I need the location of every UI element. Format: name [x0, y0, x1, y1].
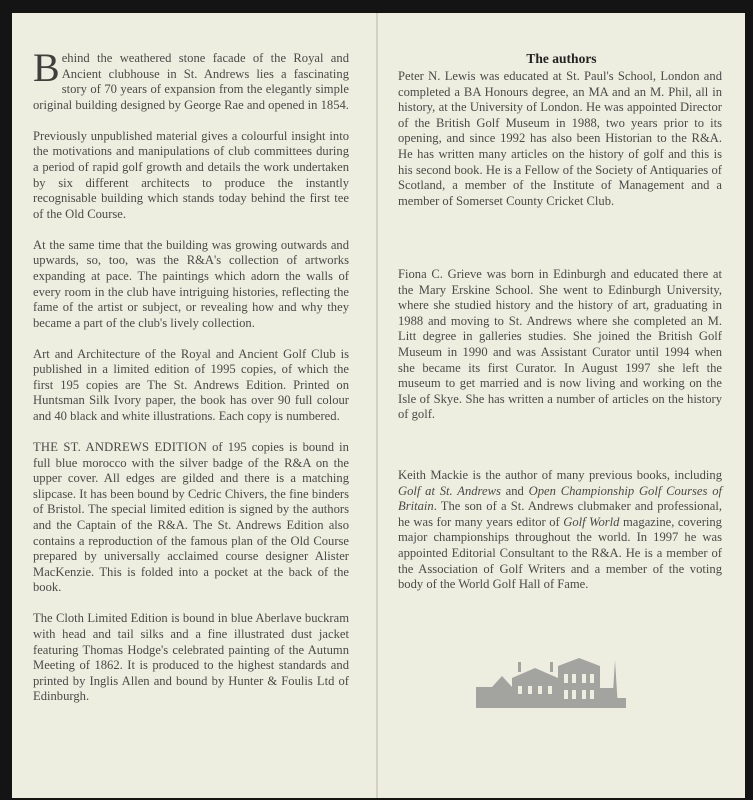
paragraph-st-andrews-edition: THE ST. ANDREWS EDITION of 195 copies is bound in full blue morocco with the silver badge of the R&A on the upper cover. All edges are gilded and there is a matching slipcase. It has been bound by Cedric Chivers, the fine binders of Bristol. The special limited edition is signed by the authors and the Captain of the R&A. The St. Andrews Edition also contains a reproduction of the famous plan of the Old Course prepared by universally acclaimed course designer Alister MacKenzie. This is folded into a pocket at the back of the book. — [33, 440, 349, 595]
paragraph-cloth-edition: The Cloth Limited Edition is bound in blue Aberlave buckram with head and tail silks and a fine illustrated dust jacket featuring Thomas Hodge's celebrated painting of the Autumn Meeting of 1862. It is produced to the highest standards and printed by Inglis Allen and bound by Hunter & Foulis Ltd of Edinburgh. — [33, 611, 349, 704]
paragraph-unpublished: Previously unpublished material gives a colourful insight into the motivations and manipulations of club committees during a period of rapid golf growth and details the work undertaken by six different architects to produce the instantly recognisable building which stands today behind the first tee of the Old Course. — [33, 128, 349, 221]
paragraph-limited-edition: Art and Architecture of the Royal and Ancient Golf Club is published in a limited edition of 1995 copies, of which the first 195 copies are The St. Andrews Edition. Printed on Huntsman Silk Ivory paper, the book has over 90 full colour and 40 black and white illustrations. Each copy is numbered. — [33, 346, 349, 424]
center-fold — [376, 13, 378, 798]
author-bio-lewis: Peter N. Lewis was educated at St. Paul's School, London and completed a BA Honours degree, an MA and an M. Phil, all in history, at the University of London. He was appointed Director of the British Golf Museum in 1988, two years prior to its opening, and since 1992 has also been Historian to the R&A. He has written many articles on the history of golf and this is his second book. He is a Fellow of the Society of Antiquaries of Scotland, a member of the Institute of Management and a member of Somerset County Cricket Club. — [398, 69, 722, 208]
author-bio-mackie: Keith Mackie is the author of many previous books, including Golf at St. Andrews and Open Championship Golf Courses of Britain. The son of a St. Andrews clubmaker and professional, he was for many years editor of Golf World magazine, covering major championships throughout the world. In 1997 he was appointed Editorial Consultant to the R&A. He is a member of the Association of Golf Writers and a member of the voting body of the World Golf Hall of Fame. — [398, 468, 722, 592]
drop-cap: B — [33, 45, 60, 90]
left-column — [33, 45, 349, 720]
clubhouse-illustration — [476, 654, 626, 708]
author-bio-grieve: Fiona C. Grieve was born in Edinburgh and educated there at the Mary Erskine School. She went to Edinburgh University, where she studied history and the history of art, graduating in 1988 and moving to St. Andrews where she completed an M. Litt degree in galleries studies. She joined the British Golf Museum in 1990 and was Assistant Curator until 1994 when she became its first Curator. In August 1997 she left the museum to get married and is now living and working on the Isle of Skye. She has written a number of articles on the history of golf. — [398, 267, 722, 422]
edition-heading: THE ST. ANDREWS EDITION — [33, 440, 207, 455]
paragraph-intro: Behind the weathered stone facade of the Royal and Ancient clubhouse in St. Andrews lies a fascinating story of 70 years of expansion from the elegantly simple original building designed by George Rae and opened in 1854. — [33, 45, 349, 112]
paragraph-collection: At the same time that the building was growing outwards and upwards, so, too, was the R&A's collection of artworks expanding at pace. The paintings which adorn the walls of every room in the club have intriguing histories, reflecting the fame of the artist or subject, or revealing how and why they became a part of the club's lively collection. — [33, 237, 349, 330]
authors-title: The authors — [526, 51, 597, 66]
